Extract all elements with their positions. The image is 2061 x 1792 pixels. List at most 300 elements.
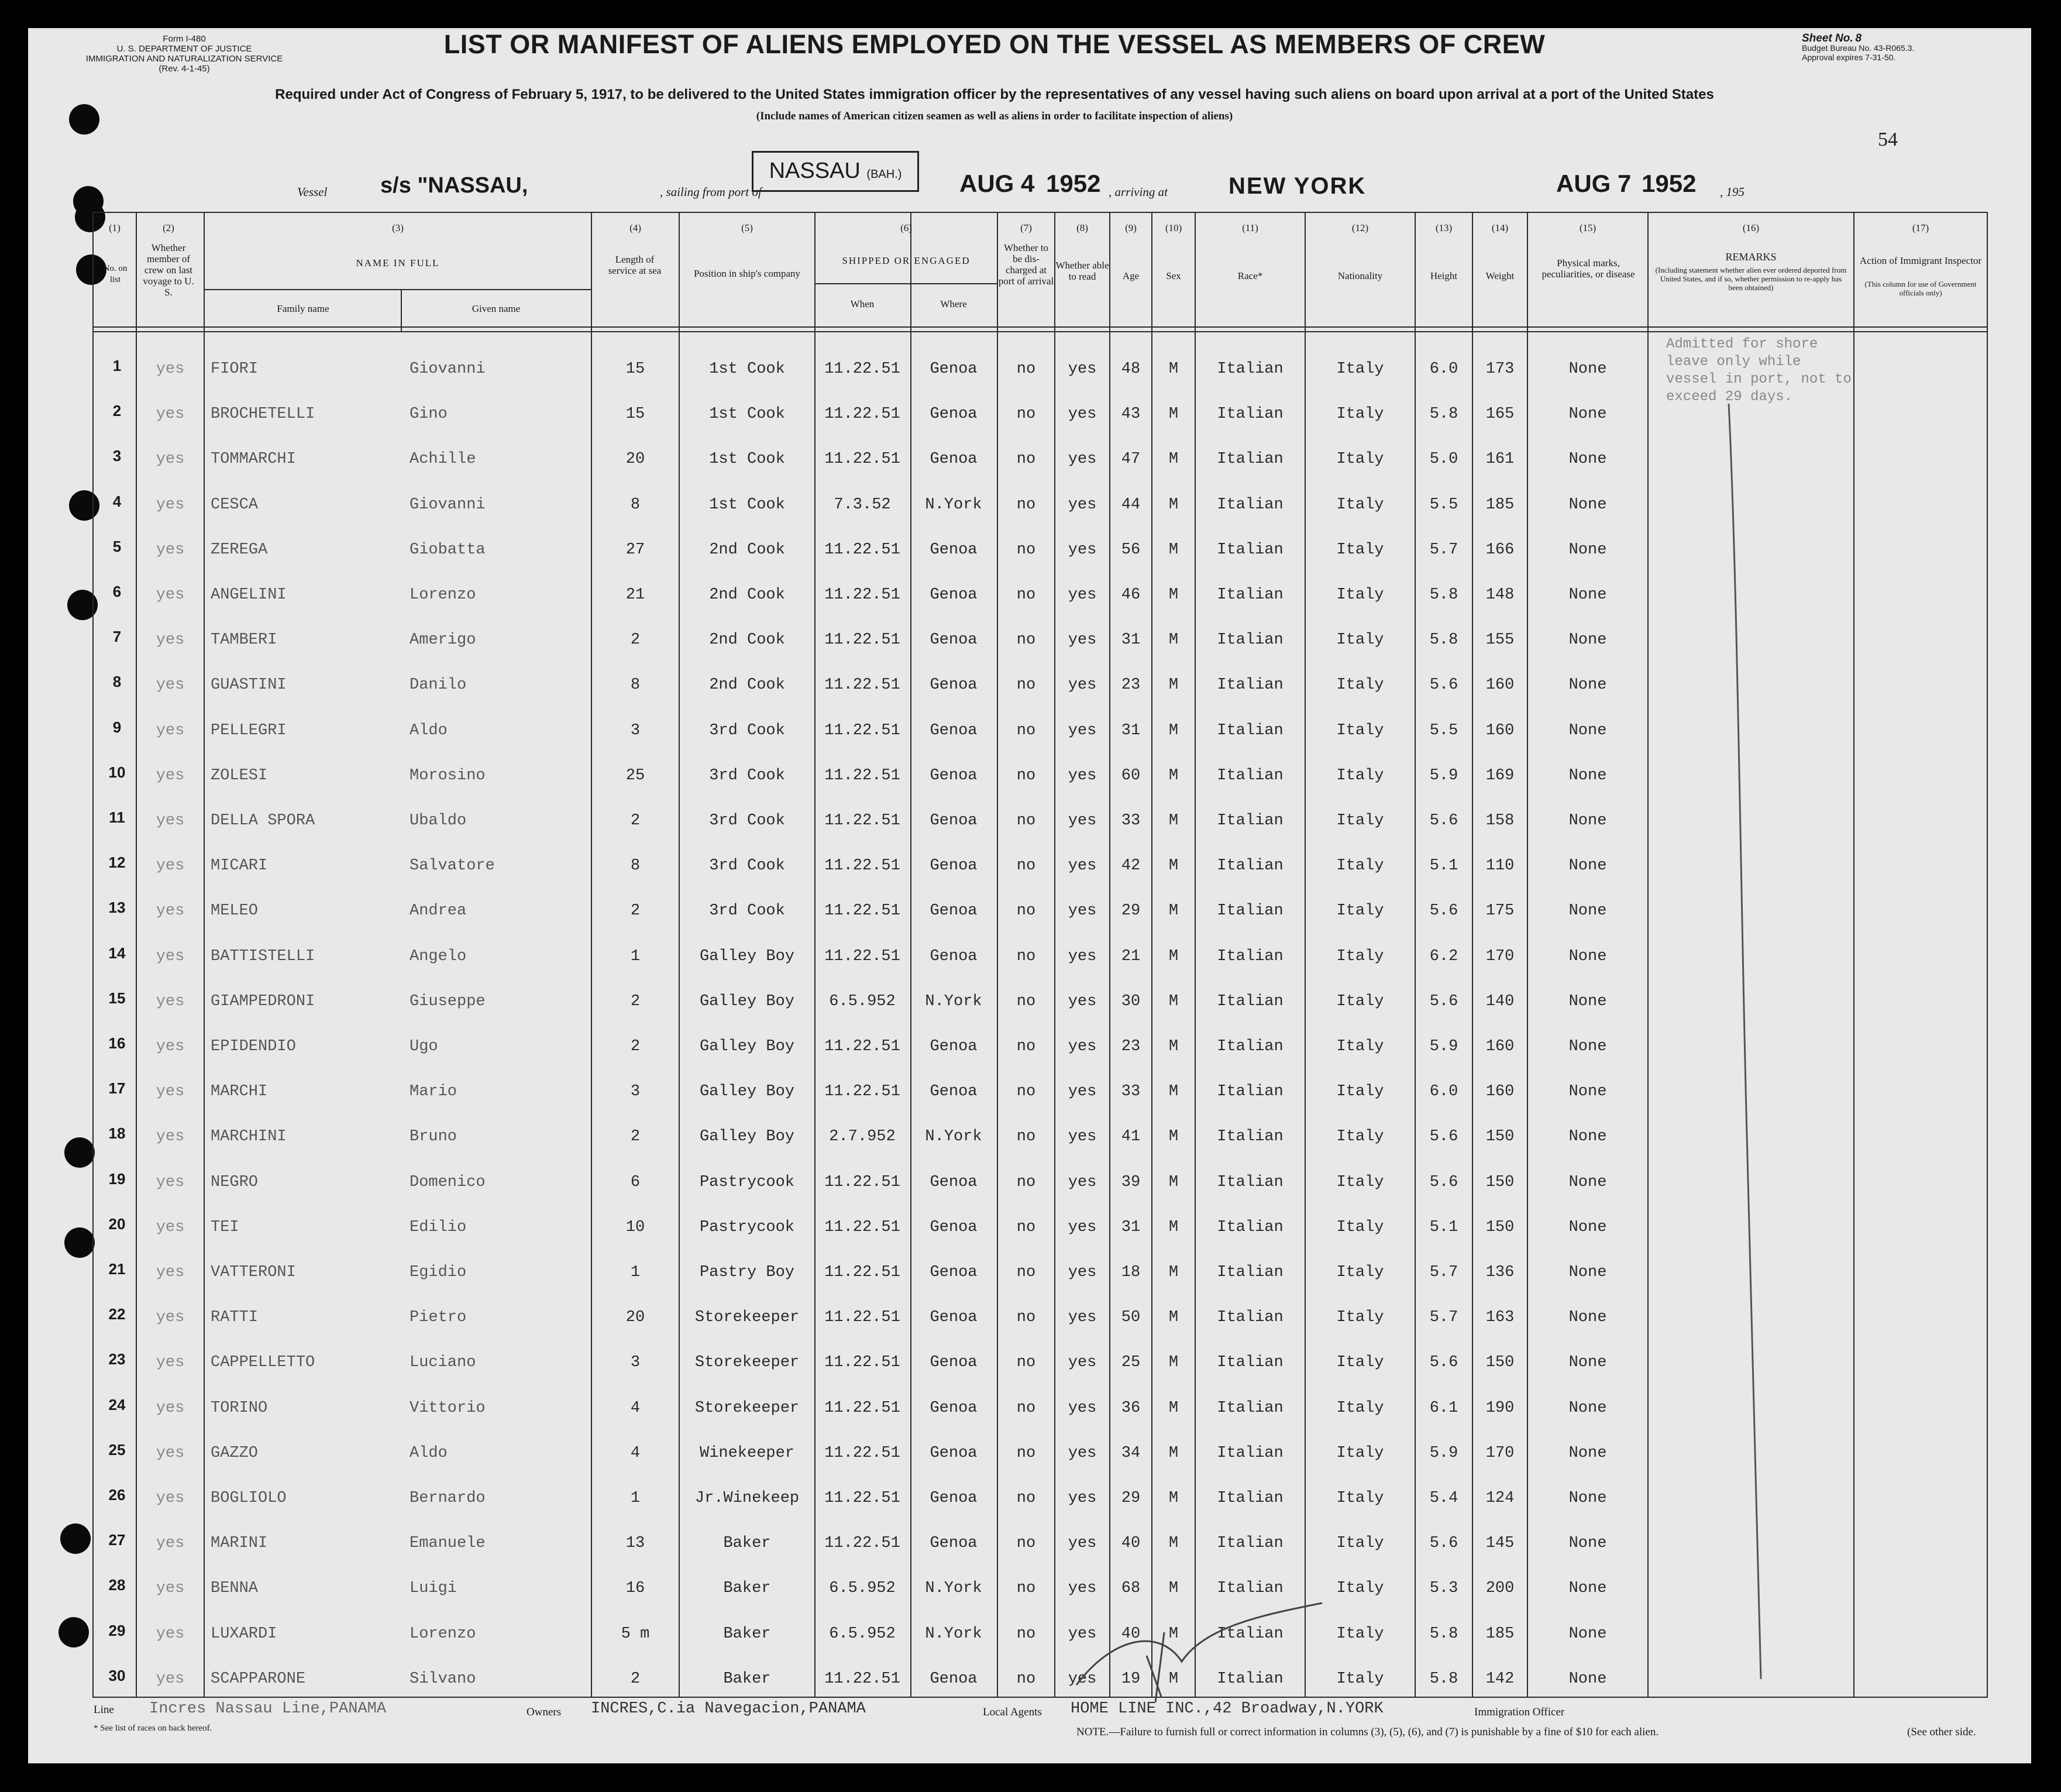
cell-service: 1	[630, 1264, 641, 1281]
cell-disch: no	[1016, 631, 1036, 649]
cell-race: Italian	[1217, 1399, 1284, 1417]
cell-height: 6.0	[1429, 1083, 1458, 1100]
cell-read: yes	[1068, 1264, 1097, 1281]
cell-nat: Italy	[1336, 722, 1384, 739]
cell-disch: no	[1016, 1128, 1036, 1146]
cell-marks: None	[1568, 1444, 1607, 1462]
cell-where: N.York	[925, 1625, 982, 1643]
cell-race: Italian	[1217, 948, 1284, 965]
cell-weight: 165	[1485, 405, 1515, 423]
cell-position: Pastry Boy	[699, 1264, 795, 1281]
cell-nat: Italy	[1336, 1535, 1384, 1552]
cell-height: 5.1	[1429, 1219, 1458, 1236]
cell-position: 3rd Cook	[709, 857, 785, 875]
col8-label: Whether able to read	[1055, 260, 1109, 282]
cell-sex: M	[1168, 1128, 1179, 1146]
cell-position: Storekeeper	[694, 1399, 800, 1417]
cell-where: Genoa	[930, 1535, 978, 1552]
cell-sex: M	[1168, 676, 1179, 694]
cell-age: 29	[1121, 902, 1141, 920]
row-number: 13	[108, 899, 126, 916]
col10-label: Sex	[1166, 270, 1181, 281]
col15-number: (15)	[1579, 222, 1596, 233]
col11-number: (11)	[1242, 222, 1258, 233]
cell-sex: M	[1168, 586, 1179, 604]
cell-height: 5.9	[1429, 767, 1458, 785]
row-number: 20	[108, 1215, 126, 1233]
cell-sex: M	[1168, 541, 1179, 559]
cell-given: Achille	[410, 450, 476, 468]
form-number: Form I-480	[163, 34, 206, 44]
row-number: 3	[112, 447, 122, 465]
cell-crew: yes	[156, 902, 185, 920]
cell-race: Italian	[1217, 1264, 1284, 1281]
cell-weight: 150	[1485, 1174, 1515, 1191]
cell-position: Pastrycook	[699, 1219, 795, 1236]
cell-family: MELEO	[211, 902, 259, 920]
cell-height: 5.5	[1429, 722, 1458, 739]
cell-family: TEI	[211, 1219, 239, 1236]
cell-service: 8	[630, 676, 641, 694]
col13-label: Height	[1430, 270, 1458, 281]
revision: (Rev. 4-1-45)	[159, 64, 210, 74]
cell-disch: no	[1016, 1490, 1036, 1507]
cell-marks: None	[1568, 1670, 1607, 1688]
cell-height: 5.6	[1429, 1174, 1458, 1191]
col10-number: (10)	[1165, 222, 1182, 233]
cell-sex: M	[1168, 1535, 1179, 1552]
cell-crew: yes	[156, 1580, 185, 1597]
cell-age: 18	[1121, 1264, 1141, 1281]
cell-given: Luigi	[410, 1580, 457, 1597]
cell-when: 11.22.51	[824, 1174, 900, 1191]
cell-nat: Italy	[1336, 676, 1384, 694]
cell-nat: Italy	[1336, 1128, 1384, 1146]
cell-nat: Italy	[1336, 1219, 1384, 1236]
cell-sex: M	[1168, 1038, 1179, 1055]
cell-crew: yes	[156, 1490, 185, 1507]
cell-sex: M	[1168, 1309, 1179, 1326]
cell-read: yes	[1068, 1038, 1097, 1055]
cell-marks: None	[1568, 631, 1607, 649]
cell-when: 11.22.51	[824, 1535, 900, 1552]
cell-race: Italian	[1217, 767, 1284, 785]
col3-given-label: Given name	[472, 303, 521, 314]
cell-where: Genoa	[930, 812, 978, 830]
cell-family: TAMBERI	[211, 631, 277, 649]
cell-family: DELLA SPORA	[211, 812, 315, 830]
cell-weight: 173	[1485, 360, 1515, 378]
cell-nat: Italy	[1336, 405, 1384, 423]
cell-age: 21	[1121, 948, 1141, 965]
cell-family: CAPPELLETTO	[211, 1354, 315, 1371]
cell-when: 11.22.51	[824, 812, 900, 830]
cell-age: 33	[1121, 812, 1141, 830]
cell-height: 5.5	[1429, 496, 1458, 514]
cell-when: 11.22.51	[824, 541, 900, 559]
cell-where: Genoa	[930, 450, 978, 468]
cell-service: 6	[630, 1174, 641, 1191]
cell-disch: no	[1016, 405, 1036, 423]
cell-service: 4	[630, 1399, 641, 1417]
cell-given: Giuseppe	[410, 993, 486, 1010]
cell-height: 5.6	[1429, 1354, 1458, 1371]
see-other-side: (See other side.	[1907, 1726, 1976, 1738]
cell-race: Italian	[1217, 631, 1284, 649]
cell-disch: no	[1016, 1038, 1036, 1055]
cell-given: Lorenzo	[410, 1625, 476, 1643]
cell-given: Ubaldo	[410, 812, 467, 830]
col2-number: (2)	[163, 222, 174, 233]
cell-where: Genoa	[930, 1219, 978, 1236]
cell-disch: no	[1016, 812, 1036, 830]
cell-when: 11.22.51	[824, 1038, 900, 1055]
cell-marks: None	[1568, 1309, 1607, 1326]
cell-given: Domenico	[410, 1174, 486, 1191]
row-number: 2	[112, 402, 122, 419]
sheet-label: Sheet No.	[1802, 32, 1853, 44]
cell-height: 5.8	[1429, 405, 1458, 423]
cell-sex: M	[1168, 496, 1179, 514]
cell-weight: 136	[1485, 1264, 1515, 1281]
row-number: 1	[112, 357, 122, 374]
cell-read: yes	[1068, 1535, 1097, 1552]
cell-height: 6.0	[1429, 360, 1458, 378]
sheet-number: 8	[1855, 32, 1862, 44]
cell-family: GAZZO	[211, 1444, 259, 1462]
cell-read: yes	[1068, 405, 1097, 423]
cell-given: Salvatore	[410, 857, 495, 875]
cell-position: 3rd Cook	[709, 767, 785, 785]
cell-crew: yes	[156, 1174, 185, 1191]
row-number: 14	[108, 944, 126, 962]
cell-where: Genoa	[930, 1309, 978, 1326]
cell-family: TORINO	[211, 1399, 268, 1417]
cell-service: 5 m	[621, 1625, 650, 1643]
col6-where-label: Where	[940, 298, 967, 309]
cell-given: Egidio	[410, 1264, 467, 1281]
cell-sex: M	[1168, 405, 1179, 423]
cell-marks: None	[1568, 586, 1607, 604]
cell-given: Bruno	[410, 1128, 457, 1146]
cell-sex: M	[1168, 1264, 1179, 1281]
cell-marks: None	[1568, 812, 1607, 830]
cell-given: Danilo	[410, 676, 467, 694]
cell-crew: yes	[156, 360, 185, 378]
cell-age: 31	[1121, 1219, 1141, 1236]
cell-disch: no	[1016, 993, 1036, 1010]
col8-number: (8)	[1076, 222, 1088, 233]
cell-disch: no	[1016, 1580, 1036, 1597]
cell-disch: no	[1016, 586, 1036, 604]
cell-weight: 150	[1485, 1354, 1515, 1371]
cell-crew: yes	[156, 993, 185, 1010]
cell-position: 2nd Cook	[709, 631, 785, 649]
cell-position: 3rd Cook	[709, 812, 785, 830]
cell-given: Pietro	[410, 1309, 467, 1326]
cell-service: 1	[630, 1490, 641, 1507]
cell-position: 2nd Cook	[709, 586, 785, 604]
row-number: 28	[108, 1576, 126, 1594]
cell-crew: yes	[156, 1083, 185, 1100]
cell-when: 6.5.952	[829, 1580, 896, 1597]
cell-read: yes	[1068, 1354, 1097, 1371]
cell-crew: yes	[156, 1219, 185, 1236]
row-number: 7	[112, 628, 122, 645]
cell-read: yes	[1068, 902, 1097, 920]
cell-service: 8	[630, 496, 641, 514]
cell-weight: 148	[1485, 586, 1515, 604]
cell-race: Italian	[1217, 857, 1284, 875]
cell-family: LUXARDI	[211, 1625, 277, 1643]
cell-where: N.York	[925, 993, 982, 1010]
cell-given: Emanuele	[410, 1535, 486, 1552]
cell-nat: Italy	[1336, 812, 1384, 830]
cell-sex: M	[1168, 631, 1179, 649]
cell-race: Italian	[1217, 1490, 1284, 1507]
cell-age: 25	[1121, 1354, 1141, 1371]
cell-read: yes	[1068, 993, 1097, 1010]
cell-given: Aldo	[410, 1444, 448, 1462]
cell-position: 2nd Cook	[709, 676, 785, 694]
cell-position: Galley Boy	[699, 1083, 795, 1100]
cell-disch: no	[1016, 1219, 1036, 1236]
cell-race: Italian	[1217, 1128, 1284, 1146]
cell-sex: M	[1168, 1444, 1179, 1462]
subtitle: Required under Act of Congress of February 5, 1917, to be delivered to the United States immigration officer by the representatives of any vessel having such aliens on board upon arrival at a port of the United States	[275, 87, 1714, 102]
cell-weight: 145	[1485, 1535, 1515, 1552]
cell-service: 4	[630, 1444, 641, 1462]
cell-when: 11.22.51	[824, 1354, 900, 1371]
col5-label: Position in ship's company	[693, 268, 801, 279]
cell-disch: no	[1016, 948, 1036, 965]
cell-when: 7.3.52	[834, 496, 891, 514]
cell-age: 23	[1121, 1038, 1141, 1055]
cell-sex: M	[1168, 948, 1179, 965]
cell-read: yes	[1068, 1580, 1097, 1597]
cell-crew: yes	[156, 405, 185, 423]
cell-weight: 142	[1485, 1670, 1515, 1688]
cell-service: 16	[625, 1580, 645, 1597]
row-number: 29	[108, 1622, 126, 1639]
cell-sex: M	[1168, 1625, 1179, 1643]
sailing-port: NASSAU	[769, 159, 861, 183]
cell-race: Italian	[1217, 360, 1284, 378]
cell-nat: Italy	[1336, 586, 1384, 604]
cell-marks: None	[1568, 1174, 1607, 1191]
cell-marks: None	[1568, 1535, 1607, 1552]
cell-family: MICARI	[211, 857, 268, 875]
row-number: 25	[108, 1441, 126, 1459]
cell-where: Genoa	[930, 1399, 978, 1417]
cell-position: Baker	[723, 1670, 771, 1688]
cell-race: Italian	[1217, 450, 1284, 468]
cell-nat: Italy	[1336, 1399, 1384, 1417]
cell-sex: M	[1168, 902, 1179, 920]
col16-note: (Including statement whether alien ever ordered deported from United States, and if so, whether permission to re-apply has been obtained)	[1655, 266, 1847, 292]
arrival-date: AUG 7	[1556, 170, 1632, 197]
cell-position: Galley Boy	[699, 948, 795, 965]
cell-when: 11.22.51	[824, 405, 900, 423]
cell-marks: None	[1568, 1219, 1607, 1236]
cell-read: yes	[1068, 812, 1097, 830]
cell-age: 68	[1121, 1580, 1141, 1597]
cell-where: Genoa	[930, 857, 978, 875]
cell-weight: 200	[1485, 1580, 1515, 1597]
cell-when: 6.5.952	[829, 1625, 896, 1643]
cell-family: FIORI	[211, 360, 259, 378]
cell-height: 6.2	[1429, 948, 1458, 965]
cell-read: yes	[1068, 1083, 1097, 1100]
cell-read: yes	[1068, 586, 1097, 604]
row-number: 18	[108, 1124, 126, 1142]
cell-family: TOMMARCHI	[211, 450, 296, 468]
cell-height: 5.0	[1429, 450, 1458, 468]
cell-crew: yes	[156, 1309, 185, 1326]
cell-disch: no	[1016, 857, 1036, 875]
col6-number: (6)	[900, 222, 912, 233]
cell-family: NEGRO	[211, 1174, 259, 1191]
cell-read: yes	[1068, 1490, 1097, 1507]
cell-nat: Italy	[1336, 1444, 1384, 1462]
col1-label: No. on list	[103, 264, 128, 284]
cell-family: EPIDENDIO	[211, 1038, 296, 1055]
cell-age: 43	[1121, 405, 1141, 423]
cell-nat: Italy	[1336, 1625, 1384, 1643]
cell-weight: 170	[1485, 1444, 1515, 1462]
cell-service: 15	[625, 405, 645, 423]
cell-service: 27	[625, 541, 645, 559]
inspector-signature	[1076, 1603, 1322, 1685]
cell-read: yes	[1068, 857, 1097, 875]
cell-family: MARCHI	[211, 1083, 268, 1100]
cell-position: Baker	[723, 1625, 771, 1643]
cell-nat: Italy	[1336, 902, 1384, 920]
cell-given: Angelo	[410, 948, 467, 965]
cell-nat: Italy	[1336, 631, 1384, 649]
cell-given: Morosino	[410, 767, 486, 785]
cell-marks: None	[1568, 1625, 1607, 1643]
cell-race: Italian	[1217, 1535, 1284, 1552]
col3-number: (3)	[392, 222, 404, 233]
port-suffix: (BAH.)	[866, 168, 902, 181]
col11-label: Race*	[1237, 270, 1263, 281]
penalty-note: NOTE.—Failure to furnish full or correct information in columns (3), (5), (6), and (7) is punishable by a fine of $10 for each alien.	[1076, 1726, 1659, 1738]
cell-when: 11.22.51	[824, 1490, 900, 1507]
cell-sex: M	[1168, 857, 1179, 875]
cell-service: 3	[630, 722, 641, 739]
cell-disch: no	[1016, 1670, 1036, 1688]
cell-nat: Italy	[1336, 993, 1384, 1010]
cell-weight: 158	[1485, 812, 1515, 830]
cell-height: 5.8	[1429, 586, 1458, 604]
cell-weight: 155	[1485, 631, 1515, 649]
cell-read: yes	[1068, 767, 1097, 785]
cell-family: MARCHINI	[211, 1128, 287, 1146]
cell-height: 5.1	[1429, 857, 1458, 875]
cell-read: yes	[1068, 450, 1097, 468]
cell-position: 1st Cook	[709, 405, 785, 423]
row-number: 23	[108, 1350, 126, 1368]
row-number: 4	[112, 493, 122, 510]
cell-disch: no	[1016, 722, 1036, 739]
cell-service: 2	[630, 1670, 641, 1688]
row-number: 17	[108, 1079, 126, 1097]
col12-label: Nationality	[1337, 270, 1383, 281]
cell-height: 5.6	[1429, 902, 1458, 920]
cell-position: Galley Boy	[699, 1038, 795, 1055]
col14-label: Weight	[1485, 270, 1515, 281]
col6-when-label: When	[850, 298, 875, 309]
cell-where: Genoa	[930, 1264, 978, 1281]
row-number: 27	[108, 1531, 126, 1549]
cell-weight: 185	[1485, 496, 1515, 514]
row-number: 12	[108, 854, 126, 871]
cell-age: 40	[1121, 1535, 1141, 1552]
cell-disch: no	[1016, 767, 1036, 785]
cell-read: yes	[1068, 1309, 1097, 1326]
cell-age: 48	[1121, 360, 1141, 378]
cell-where: N.York	[925, 496, 982, 514]
cell-family: MARINI	[211, 1535, 268, 1552]
cell-marks: None	[1568, 1354, 1607, 1371]
cell-when: 11.22.51	[824, 857, 900, 875]
cell-weight: 160	[1485, 722, 1515, 739]
cell-nat: Italy	[1336, 1490, 1384, 1507]
cell-position: Storekeeper	[694, 1354, 800, 1371]
cell-age: 44	[1121, 496, 1141, 514]
cell-service: 20	[625, 1309, 645, 1326]
cell-where: Genoa	[930, 405, 978, 423]
cell-where: Genoa	[930, 1490, 978, 1507]
cell-crew: yes	[156, 722, 185, 739]
col17-note: (This column for use of Government officials only)	[1864, 280, 1977, 297]
cell-marks: None	[1568, 1490, 1607, 1507]
cell-sex: M	[1168, 1399, 1179, 1417]
cell-age: 31	[1121, 722, 1141, 739]
cell-read: yes	[1068, 1219, 1097, 1236]
cell-service: 2	[630, 993, 641, 1010]
cell-read: yes	[1068, 676, 1097, 694]
line-value: Incres Nassau Line,PANAMA	[149, 1700, 387, 1718]
owners-label: Owners	[527, 1706, 562, 1718]
cell-nat: Italy	[1336, 948, 1384, 965]
cell-sex: M	[1168, 722, 1179, 739]
cell-nat: Italy	[1336, 1264, 1384, 1281]
cell-race: Italian	[1217, 812, 1284, 830]
cell-race: Italian	[1217, 1444, 1284, 1462]
cell-weight: 166	[1485, 541, 1515, 559]
row-number: 15	[108, 989, 126, 1007]
cell-read: yes	[1068, 1444, 1097, 1462]
cell-disch: no	[1016, 496, 1036, 514]
cell-weight: 190	[1485, 1399, 1515, 1417]
col7-label: Whether to be dis-charged at port of arrival	[998, 242, 1054, 287]
cell-marks: None	[1568, 1399, 1607, 1417]
cell-read: yes	[1068, 948, 1097, 965]
cell-sex: M	[1168, 1580, 1179, 1597]
cell-marks: None	[1568, 496, 1607, 514]
cell-marks: None	[1568, 1580, 1607, 1597]
cell-height: 5.4	[1429, 1490, 1458, 1507]
cell-race: Italian	[1217, 676, 1284, 694]
row-number: 11	[109, 809, 125, 826]
sail-date: AUG 4	[959, 170, 1035, 197]
cell-nat: Italy	[1336, 1309, 1384, 1326]
cell-disch: no	[1016, 360, 1036, 378]
department: U. S. DEPARTMENT OF JUSTICE	[116, 44, 252, 54]
cell-when: 6.5.952	[829, 993, 896, 1010]
